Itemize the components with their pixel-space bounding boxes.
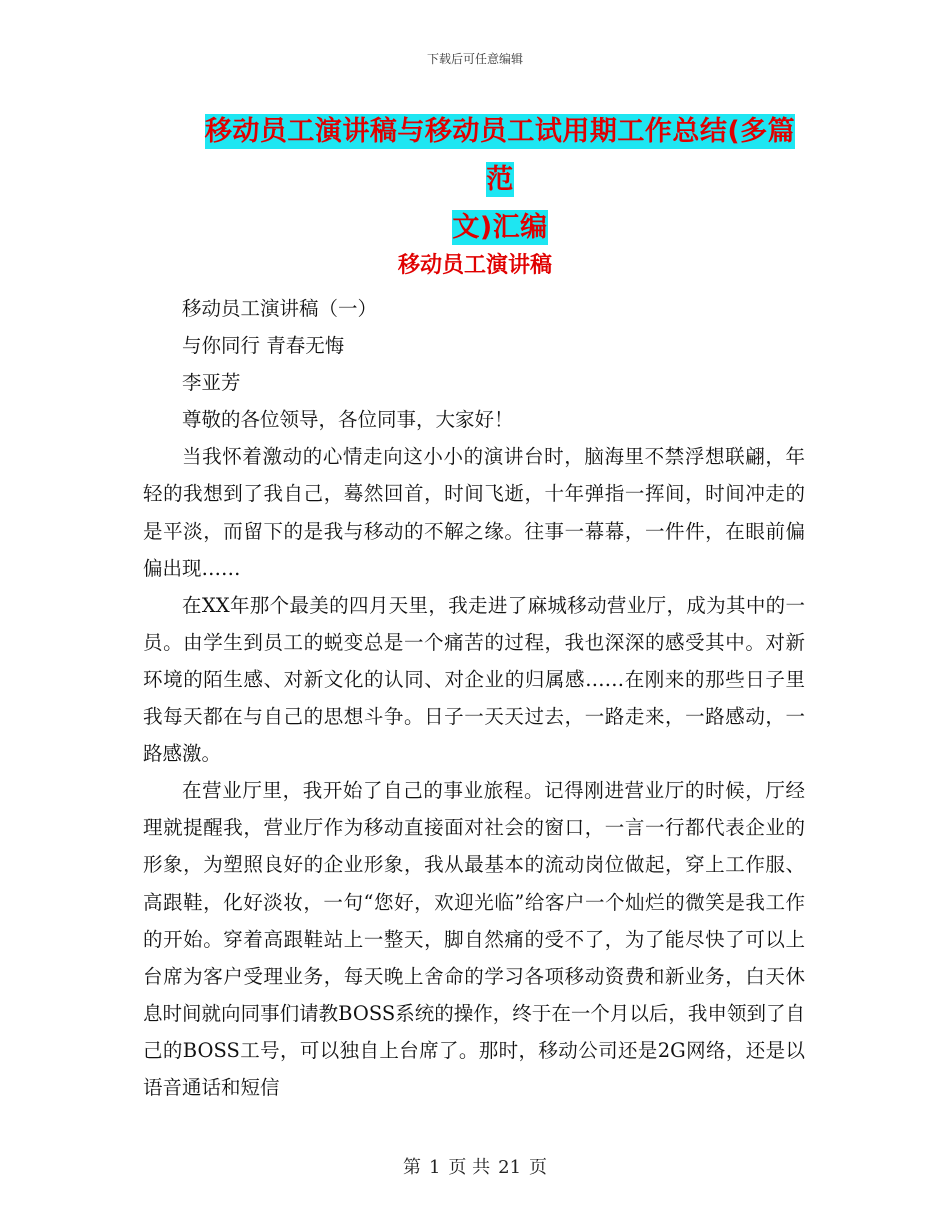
body-paragraph: 在XX年那个最美的四月天里，我走进了麻城移动营业厅，成为其中的一员。由学生到员工的蜕变总是一个痛苦的过程，我也深深的感受其中。对新环境的陌生感、对新文化的认同、对企业的归属感……在刚来的那些日子里我每天都在与自己的思想斗争。日子一天天过去，一路走来，一路感动，一路感激。 [143,593,805,766]
body-paragraph: 在营业厅里，我开始了自己的事业旅程。记得刚进营业厅的时候，厅经理就提醒我，营业厅作为移动直接面对社会的窗口，一言一行都代表企业的形象，为塑照良好的企业形象，我从最基本的流动岗位做起，穿上工作服、高跟鞋，化好淡妆，一句“您好，欢迎光临”给客户一个灿烂的微笑是我工作的开始。穿着高跟鞋站上一整天，脚自然痛的受不了，为了能尽快了可以上台席为客户受理业务，每天晚上舍命的学习各项移动资费和新业务，白天休息时间就向同事们请教BOSS系统的操作，终于在一个月以后，我申领到了自己的BOSS工号，可以独自上台席了。那时，移动公司还是2G网络，还是以语音通话和短信 [143,779,805,1099]
speech-subtitle: 与你同行 青春无悔 [182,334,345,358]
body-paragraph: 当我怀着激动的心情走向这小小的演讲台时，脑海里不禁浮想联翩，年轻的我想到了我自己，蓦然回首，时间飞逝，十年弹指一挥间，时间冲走的是平淡，而留下的是我与移动的不解之缘。往事一幕幕，一件件，在眼前偏偏出现…… [143,445,805,580]
body-text [143,290,805,1106]
footer-mid: 页 共 [448,1157,491,1178]
header-note: 下载后可任意编辑 [426,52,523,66]
document-title-line2: 文)汇编 [452,212,548,243]
speech-heading: 移动员工演讲稿（一） [182,297,378,320]
document-title [200,108,800,252]
total-pages: 21 [498,1157,522,1178]
document-title-line1: 移动员工演讲稿与移动员工试用期工作总结(多篇范 [204,116,796,195]
footer-prefix: 第 [402,1157,421,1178]
footer-suffix: 页 [529,1157,548,1178]
page-footer [0,1153,950,1179]
speaker-name: 李亚芳 [182,371,241,395]
page-number: 1 [428,1157,441,1178]
greeting-paragraph: 尊敬的各位领导，各位同事，大家好！ [182,408,514,432]
section-title: 移动员工演讲稿 [397,253,552,278]
